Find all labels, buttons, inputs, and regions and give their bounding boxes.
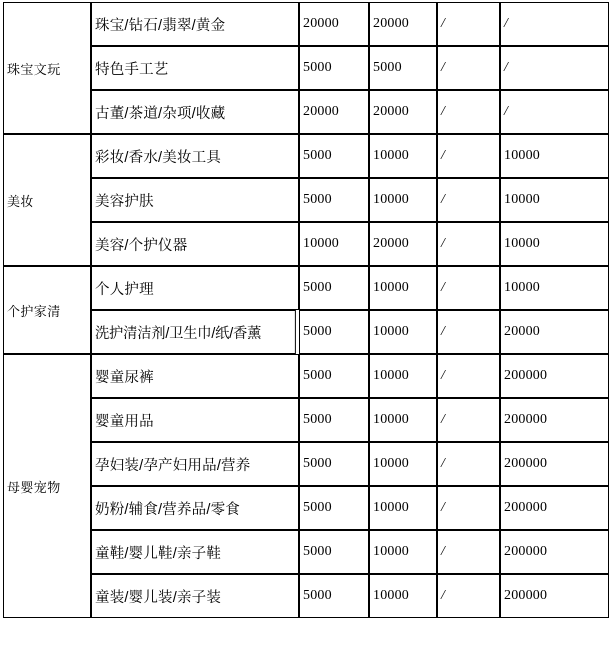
fee-cell: 10000 — [369, 310, 437, 354]
subcategory-cell: 美容护肤 — [91, 178, 299, 222]
table-row — [3, 222, 609, 266]
fee-cell: 10000 — [369, 442, 437, 486]
subcategory-cell: 奶粉/辅食/营养品/零食 — [91, 486, 299, 530]
fee-cell-empty: / — [500, 2, 609, 46]
fee-cell-empty: / — [437, 2, 500, 46]
subcategory-cell: 婴童用品 — [91, 398, 299, 442]
fee-cell: 10000 — [369, 354, 437, 398]
fee-cell: 5000 — [299, 134, 369, 178]
fee-cell: 5000 — [299, 574, 369, 618]
fee-cell: 10000 — [299, 222, 369, 266]
fee-cell: 200000 — [500, 574, 609, 618]
fee-cell: 10000 — [369, 530, 437, 574]
fee-cell-empty: / — [437, 310, 500, 354]
fee-cell: 200000 — [500, 398, 609, 442]
fee-cell-empty: / — [437, 398, 500, 442]
fee-cell: 10000 — [500, 266, 609, 310]
category-cell: 美妆 — [3, 134, 91, 266]
category-cell: 珠宝文玩 — [3, 2, 91, 134]
table-row — [3, 530, 609, 574]
fee-cell: 5000 — [299, 46, 369, 90]
fee-cell-empty: / — [437, 574, 500, 618]
fee-cell: 5000 — [299, 442, 369, 486]
fee-cell-empty: / — [437, 486, 500, 530]
subcategory-cell: 童装/婴儿装/亲子装 — [91, 574, 299, 618]
category-cell: 个护家清 — [3, 266, 91, 354]
table-row — [3, 90, 609, 134]
fee-cell: 5000 — [299, 354, 369, 398]
table-row — [3, 310, 609, 354]
fee-cell: 20000 — [299, 2, 369, 46]
fee-cell-empty: / — [437, 266, 500, 310]
table-row — [3, 354, 609, 398]
fee-cell: 10000 — [500, 222, 609, 266]
fee-cell: 10000 — [369, 266, 437, 310]
fee-cell: 200000 — [500, 530, 609, 574]
table-row — [3, 46, 609, 90]
subcategory-cell: 特色手工艺 — [91, 46, 299, 90]
subcategory-cell: 古董/茶道/杂项/收藏 — [91, 90, 299, 134]
fee-cell-empty: / — [437, 178, 500, 222]
table-row — [3, 486, 609, 530]
fee-cell: 200000 — [500, 486, 609, 530]
category-fee-table — [3, 2, 609, 618]
fee-cell: 200000 — [500, 354, 609, 398]
fee-cell: 10000 — [369, 574, 437, 618]
fee-cell: 5000 — [299, 486, 369, 530]
fee-cell: 20000 — [500, 310, 609, 354]
table-row — [3, 178, 609, 222]
category-cell: 母婴宠物 — [3, 354, 91, 618]
table-row — [3, 266, 609, 310]
fee-cell-empty: / — [437, 46, 500, 90]
fee-cell-empty: / — [437, 442, 500, 486]
fee-cell: 5000 — [299, 530, 369, 574]
fee-cell-empty: / — [437, 354, 500, 398]
subcategory-cell: 彩妆/香水/美妆工具 — [91, 134, 299, 178]
table-row — [3, 398, 609, 442]
fee-cell-empty: / — [500, 90, 609, 134]
subcategory-cell: 珠宝/钻石/翡翠/黄金 — [91, 2, 299, 46]
fee-cell: 20000 — [369, 90, 437, 134]
fee-cell: 20000 — [369, 222, 437, 266]
fee-cell: 20000 — [299, 90, 369, 134]
fee-cell: 10000 — [369, 486, 437, 530]
fee-cell: 20000 — [369, 2, 437, 46]
subcategory-cell: 美容/个护仪器 — [91, 222, 299, 266]
subcategory-cell: 孕妇装/孕产妇用品/营养 — [91, 442, 299, 486]
fee-cell: 5000 — [299, 398, 369, 442]
subcategory-cell: 个人护理 — [91, 266, 299, 310]
fee-cell: 200000 — [500, 442, 609, 486]
fee-cell: 5000 — [299, 310, 369, 354]
fee-cell-empty: / — [500, 46, 609, 90]
fee-cell: 10000 — [369, 398, 437, 442]
table-row — [3, 574, 609, 618]
fee-cell-empty: / — [437, 222, 500, 266]
fee-cell: 5000 — [299, 178, 369, 222]
subcategory-cell: 洗护清洁剂/卫生巾/纸/香薰 — [91, 310, 296, 354]
fee-cell-empty: / — [437, 90, 500, 134]
fee-cell: 10000 — [500, 178, 609, 222]
fee-cell: 10000 — [369, 134, 437, 178]
table-row — [3, 2, 609, 46]
table-row — [3, 134, 609, 178]
fee-cell: 5000 — [299, 266, 369, 310]
fee-cell: 10000 — [500, 134, 609, 178]
fee-cell-empty: / — [437, 134, 500, 178]
subcategory-cell: 婴童尿裤 — [91, 354, 299, 398]
fee-cell-empty: / — [437, 530, 500, 574]
fee-cell: 5000 — [369, 46, 437, 90]
subcategory-cell: 童鞋/婴儿鞋/亲子鞋 — [91, 530, 299, 574]
fee-cell: 10000 — [369, 178, 437, 222]
table-row — [3, 442, 609, 486]
fee-table-body — [3, 2, 609, 618]
